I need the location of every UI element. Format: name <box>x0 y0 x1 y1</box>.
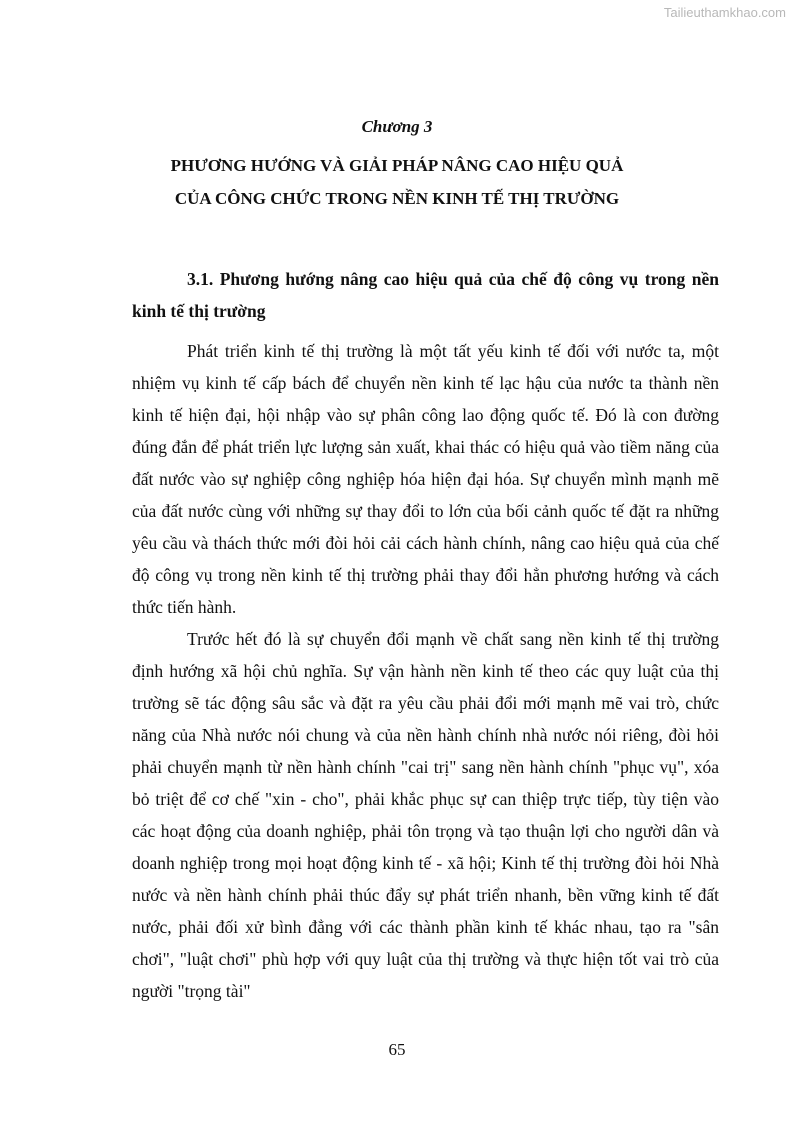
section-heading: 3.1. Phương hướng nâng cao hiệu quả của chế độ công vụ trong nền kinh tế thị trường <box>132 269 719 321</box>
page-number: 65 <box>388 1040 406 1059</box>
watermark: Tailieuthamkhao.com <box>663 5 786 20</box>
chapter-title-line-2: CỦA CÔNG CHỨC TRONG NỀN KINH TẾ THỊ TRƯỜNG <box>174 189 620 208</box>
body-paragraph-2: Trước hết đó là sự chuyển đổi mạnh về chất sang nền kinh tế thị trường định hướng xã hội chủ nghĩa. Sự vận hành nền kinh tế theo các quy luật của thị trường sẽ tác động sâu sắc và đặt ra yêu cầu phải đổi mới mạnh mẽ vai trò, chức năng của Nhà nước nói chung và của nền hành chính nhà nước nói riêng, đòi hỏi phải chuyển mạnh từ nền hành chính "cai trị" sang nền hành chính "phục vụ", xóa bỏ triệt để cơ chế "xin - cho", phải khắc phục sự can thiệp trực tiếp, tùy tiện vào các hoạt động của doanh nghiệp, phải tôn trọng và tạo thuận lợi cho người dân và doanh nghiệp trong mọi hoạt động kinh tế - xã hội; Kinh tế thị trường đòi hỏi Nhà nước và nền hành chính phải thúc đẩy sự phát triển nhanh, bền vững kinh tế đất nước, phải đối xử bình đẳng với các thành phần kinh tế khác nhau, tạo ra "sân chơi", "luật chơi" phù hợp với quy luật của thị trường và thực hiện tốt vai trò của người "trọng tài" <box>132 629 719 1001</box>
chapter-label: Chương 3 <box>361 117 433 136</box>
chapter-title-line-1: PHƯƠNG HƯỚNG VÀ GIẢI PHÁP NÂNG CAO HIỆU QUẢ <box>170 156 624 175</box>
body-paragraph-1: Phát triển kinh tế thị trường là một tất yếu kinh tế đối với nước ta, một nhiệm vụ kinh tế cấp bách để chuyển nền kinh tế lạc hậu của nước ta thành nền kinh tế hiện đại, hội nhập vào sự phân công lao động quốc tế. Đó là con đường đúng đắn để phát triển lực lượng sản xuất, khai thác có hiệu quả vào tiềm năng của đất nước vào sự nghiệp công nghiệp hóa hiện đại hóa. Sự chuyển mình mạnh mẽ của đất nước cùng với những sự thay đổi to lớn của bối cảnh quốc tế đặt ra những yêu cầu và thách thức mới đòi hỏi cải cách hành chính, nâng cao hiệu quả của chế độ công vụ trong nền kinh tế thị trường phải thay đổi hẳn phương hướng và cách thức tiến hành. <box>132 341 719 617</box>
